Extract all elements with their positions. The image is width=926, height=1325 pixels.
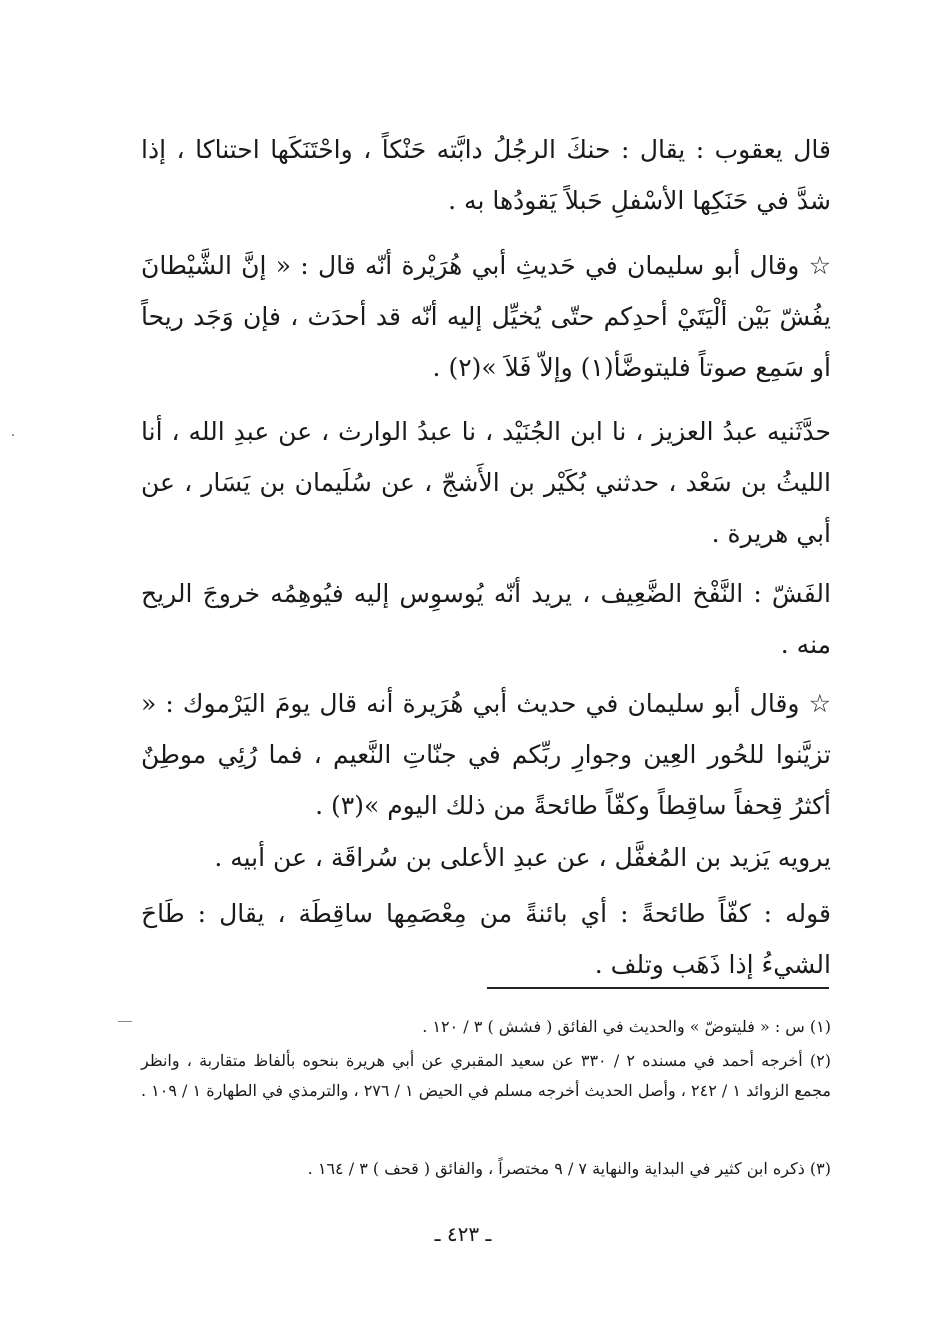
paragraph-hadith-abu-hurayra-fash: ☆ وقال أبو سليمان في حَديثِ أبي هُرَيْرة أنّه قال : « إنَّ الشَّيْطانَ يفُشّ بَيْن ألْيَتَيْ أحدِكم حتّى يُخيِّل إليه أنّه قد أحدَث ، فإن وَجَد ريحاً أو سَمِع صوتاً فليتوضَّأ(١) وإلاّ فَلاَ »(٢) . bbox=[141, 251, 831, 382]
page-number: ـ ٤٢٣ ـ bbox=[434, 1222, 492, 1246]
paragraph-narrator: يرويه يَزيد بن المُغفَّل ، عن عبدِ الأعلى بن سُراقَة ، عن أبيه . bbox=[214, 843, 831, 872]
paragraph-hadith-yarmouk: ☆ وقال أبو سليمان في حديث أبي هُرَيرة أنه قال يومَ اليَرْموك : « تزيَّنوا للحُور العِين وجوارِ ربِّكم في جنّاتِ النَّعيم ، فما رُئِي موطِنٌ أكثرُ قِحفاً ساقِطاً وكفّاً طائحةً من ذلك اليوم »(٣) . bbox=[141, 689, 831, 820]
footnote-2: (٢) أخرجه أحمد في مسنده ٢ / ٣٣٠ عن سعيد المقبري عن أبي هريرة بنحوه بألفاظ متقاربة ، وانظر مجمع الزوائد ١ / ٢٤٢ ، وأصل الحديث أخرجه مسلم في الحيض ١ / ٢٧٦ ، والترمذي في الطهارة ١ / ١٠٩ . bbox=[141, 1051, 832, 1100]
scan-speck bbox=[118, 1021, 132, 1022]
footnote-1: (١) س : « فليتوضّ » والحديث في الفائق ( فشش ) ٣ / ١٢٠ . bbox=[422, 1017, 831, 1036]
paragraph-fash-definition: الفَشّ : النَّفْخ الضَّعِيف ، يريد أنّه يُوسوِس إليه فيُوهِمُه خروجَ الريح منه . bbox=[141, 579, 831, 659]
paragraph-yaqub: قال يعقوب : يقال : حنكَ الرجُلُ دابَّته حَنْكاً ، واحْتَنَكَها احتناكا ، إذا شدَّ في حَنَكِها الأسْفلِ حَبلاً يَقودُها به . bbox=[141, 135, 831, 215]
footnote-3: (٣) ذكره ابن كثير في البداية والنهاية ٧ / ٩ مختصراً ، والفائق ( قحف ) ٣ / ١٦٤ . bbox=[307, 1159, 831, 1178]
scan-dot bbox=[12, 434, 14, 436]
paragraph-taiha-definition: قوله : كفّاً طائحةً : أي بائنةً من مِعْصَمِها ساقِطَة ، يقال : طَاحَ الشيءُ إذا ذَهَب وتلف . bbox=[141, 899, 831, 979]
footnote-separator bbox=[487, 987, 829, 989]
paragraph-isnad: حدَّثَنيه عبدُ العزيز ، نا ابن الجُنَيْد ، نا عبدُ الوارث ، عن عبدِ الله ، أنا الليثُ بن سَعْد ، حدثني بُكَيْر بن الأَشجّ ، عن سُلَيمان بن يَسَار ، عن أبي هريرة . bbox=[141, 417, 831, 548]
